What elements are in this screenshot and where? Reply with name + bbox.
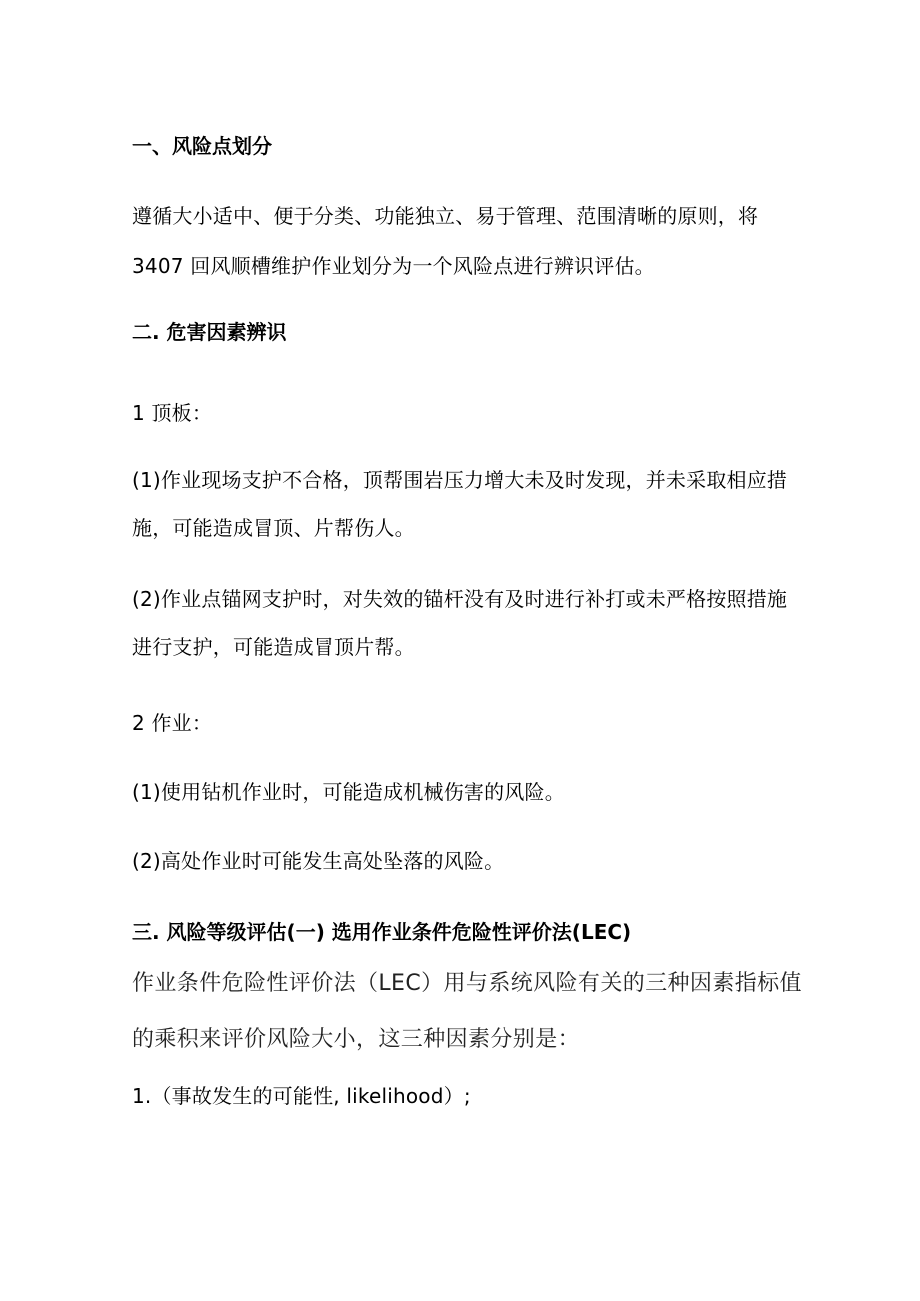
operation-item-1: (1)使用钻机作业时，可能造成机械伤害的风险。 (132, 780, 565, 804)
lec-factor-item-1: 1.（事故发生的可能性, likelihood）; (132, 1084, 471, 1108)
section-1-paragraph-line-2: 3407 回风顺槽维护作业划分为一个风险点进行辨识评估。 (132, 254, 655, 278)
roof-item-2-line-1: (2)作业点锚网支护时，对失效的锚杆没有及时进行补打或未严格按照措施 (132, 587, 788, 611)
roof-item-1-line-1: (1)作业现场支护不合格，顶帮围岩压力增大未及时发现，并未采取相应措 (132, 468, 788, 492)
section-1-paragraph-line-1: 遵循大小适中、便于分类、功能独立、易于管理、范围清晰的原则，将 (132, 204, 759, 228)
section-2-sub-heading-operation: 2 作业： (132, 711, 213, 735)
section-3-heading: 三. 风险等级评估(一) 选用作业条件危险性评价法(LEC) (132, 920, 632, 944)
section-1-heading: 一、风险点划分 (132, 134, 272, 158)
roof-item-2-line-2: 进行支护，可能造成冒顶片帮。 (132, 635, 415, 659)
section-3-paragraph-line-2: 的乘积来评价风险大小，这三种因素分别是： (132, 1027, 581, 1052)
roof-item-1-line-2: 施，可能造成冒顶、片帮伤人。 (132, 516, 415, 540)
section-2-heading: 二. 危害因素辨识 (132, 320, 287, 344)
section-3-paragraph-line-1: 作业条件危险性评价法（LEC）用与系统风险有关的三种因素指标值 (132, 971, 802, 996)
section-2-sub-heading-roof: 1 顶板： (132, 401, 213, 425)
operation-item-2: (2)高处作业时可能发生高处坠落的风险。 (132, 849, 505, 873)
